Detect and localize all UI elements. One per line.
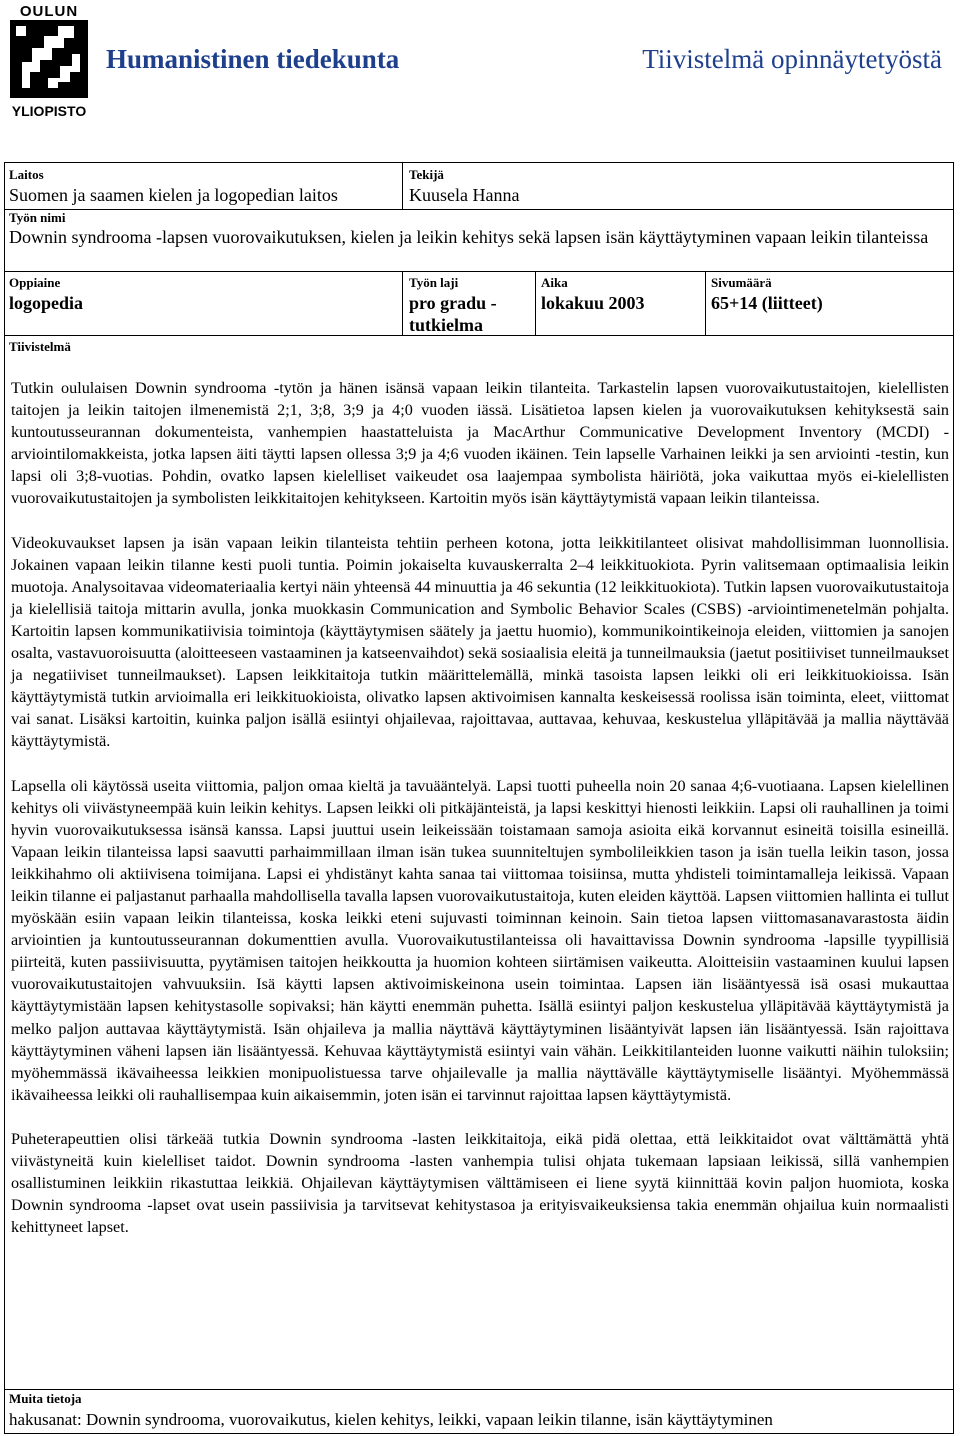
document-header (0, 0, 960, 150)
aika-label: Aika (541, 275, 568, 290)
university-logo-icon (8, 2, 90, 120)
abstract-paragraph: Videokuvaukset lapsen ja isän vapaan leikin tilanteista tehtiin perheen kotona, jotta leikkitilanteet olisivat mahdollisimman luonnollisia. Jokainen vapaan leikin tilanne kesti puoli tuntia. Poimin jokaiselta kuvauskerralta 2–4 leikkituokiota. Pyrin valitsemaan optimaalisia leikin muotoja. Analysoitavaa videomateriaalia kertyi näin yhteensä 44 minuuttia ja 46 sekuntia (12 leikkituokiota). Tutkin lapsen vuorovaikutustaitoja ja kielellisiä taitoja mittarin avulla, jonka muokkasin Communication and Symbolic Behavior Scales (CSBS) -arviointimenetelmän pohjalta. Kartoitin lapsen kommunikatiivisia toimintoja (käyttäytymisen säätely ja jaettu huomio), kommunikointikeinoja eleiden, viittomien ja sanojen osalta, vastavuoroisuutta (aloitteeseen vastaaminen ja katseenvaihdot) sekä sosiaalisia eleitä ja tunneilmauksia (jaetut positiiviset tunneilmaukset ja negatiiviset tunneilmaukset). Lapsen leikkitaitoja tutkin määrittelemällä, minkä tasoista lapsen leikki oli eri leikkituokioissa. Isän käyttäytymistä tutkin arvioimalla eri leikkituokioista, olivatko lapsen aktivoimisen kannalta keskeisessä roolissa isän toiminta, eleet, viittomat vai sanat. Lisäksi kartoitin, kuinka paljon isällä esiintyi ohjailevaa, rajoittavaa, auttavaa, kehuvaa, keskustelua ylläpitävää ja mallia näyttävää käyttäytymistä. (11, 533, 949, 751)
abstract-paragraph: Puheterapeuttien olisi tärkeää tutkia Downin syndrooma -lasten leikkitaitoja, eikä pidä olettaa, että leikkitaidot ovat välttämättä yhtä viivästyneitä kuin kielelliset taidot. Downin syndrooma -lasten vanhempia tulisi ohjata tukemaan lapsiaan leikissä, sillä vanhempien osallistuminen leikkiin rikastuttaa leikkiä. Ohjailevan käyttäytymisen välttämiseen ei liene syytä kiinnittää kovin paljon huomiota, koska Downin syndrooma -lapset ovat usein passiivisia ja tarvitsevat kehitystasoa ja erityisvaikeuksiensa takia enemmän ohjailua kuin normaalisti kehittyneet lapset. (11, 1129, 949, 1237)
abstract-paragraph: Tutkin oululaisen Downin syndrooma -tytön ja hänen isänsä vapaan leikin tilanteita. Tarkastelin lapsen vuorovaikutustaitojen, kielellisten taitojen ja leikin taitojen ilmenemistä 2;1, 3;8, 3;9 ja 4;0 vuoden iässä. Lisätietoa lapsen kielen ja vuorovaikutuksen kehityksestä sain kuntoutusseurannan dokumenteista, vanhempien haastatteluista ja MacArthur Communicative Development Inventory (MCDI) -arviointilomakkeista, jotka lapsen äiti täytti lapsen ollessa 3;9 ja 4;6 vuoden ikäinen. Tein lapselle Varhainen leikki ja sen arviointi -testin, kun lapsi oli 3;8-vuotias. Pohdin, ovatko lapsen kielelliset vaikeudet osa laajempaa symbolista häiriötä, joka vaikuttaa myös ei-kielellisten vuorovaikutustaitojen ja symbolisten leikkitaitojen kehitykseen. Kartoitin myös isän käyttäytymistä vapaan leikin tilanteissa. (11, 379, 949, 508)
document-type-title: Tiivistelmä opinnäytetyöstä (642, 44, 942, 74)
divider (402, 271, 403, 335)
faculty-title: Humanistinen tiedekunta (106, 44, 400, 74)
tekija-label: Tekijä (409, 167, 444, 182)
laitos-value: Suomen ja saamen kielen ja logopedian laitos (9, 185, 338, 205)
divider (5, 1389, 953, 1390)
abstract-body (11, 377, 949, 1238)
divider (402, 163, 403, 209)
tyon-nimi-label: Työn nimi (9, 210, 66, 225)
oppiaine-value: logopedia (9, 293, 84, 313)
tyon-laji-label: Työn laji (409, 275, 459, 290)
university-logo (8, 2, 90, 120)
logo-text-top: OULUN (19, 3, 79, 20)
logo-text-bottom: YLIOPISTO (11, 103, 87, 119)
abstract-paragraph: Lapsella oli käytössä useita viittomia, paljon omaa kieltä ja tavuääntelyä. Lapsi tuotti puheella noin 20 sanaa 4;6-vuotiaana. Lapsen kielellinen kehitys oli viivästyneempää kuin leikin kehitys. Lapsen leikki oli pitkäjänteistä, ja lapsi keskittyi hienosti leikkiin. Lapsi oli rauhallinen ja toimi hyvin vuorovaikutuksessa isänsä kanssa. Lapsi juuttui usein leikeissään toistamaan samoja asioita eikä korvannut esineitä toisilla esineillä. Vapaan leikin tilanteissa lapsi saavutti parhaimmillaan ilman isän tukea suunniteltujen symbolileikkien tason ja isän tuella leikin tason, jossa leikkihahmo oli aktiivisena toimijana. Lapsi ei yhdistänyt kahta sanaa tai viittomaa toisiinsa, mutta yhdisteli toimintamalleja leikissä. Vapaan leikin tilanne ei paljastanut parhaalla mahdollisella tavalla lapsen vuorovaikutustaitoja, kuten eleiden käyttöä. Lapsen viittomien hallinta ei tullut myöskään esiin vapaan leikin tilanteissa, koska leikki eteni sujuvasti toiminnan keinoin. Sain tietoa lapsen viittomasanavarastosta äidin arviointien ja kuntoutusseurannan dokumenttien avulla. Vuorovaikutustilanteissa oli havaittavissa Downin syndrooma -lapsille tyypillisiä piirteitä, kuten passiivisuutta, pyytämisen taitojen heikkoutta ja huomion kohteen siirtämisen vaikeutta. Aloitteisiin vastaaminen kuului lapsen vuorovaikutustaitojen vahvuuksiin. Isä käytti lapsen aktivoimiskeinona usein toimintaa. Lapsen iän lisääntyessä isä osasi mukauttaa käyttäytymistään lapsen kehitystasolle sopivaksi; hän käytti enemmän puhetta. Isällä esiintyi paljon keskustelua ylläpitävää käyttäytymistä ja melko paljon auttavaa käyttäytymistä. Isän ohjaileva ja mallia näyttävä käyttäytyminen lisääntyivät lapsen iän lisääntyessä. Isän rajoittava käyttäytyminen väheni lapsen iän lisääntyessä. Kehuvaa käyttäytymistä esiintyi vain vähän. Leikkitilanteiden luonne vaikutti näihin tuloksiin; myöhemmässä ikävaiheessa leikkien monipuolistuessa tarve ohjailevalle ja mallia näyttävälle käyttäytymiselle lisääntyi. Myöhemmässä ikävaiheessa leikki oli rauhallisempaa kuin aikaisemmin, joten isän ei tarvinnut rajoittaa lapsen käyttäytymistä. (11, 776, 949, 1104)
divider (5, 209, 953, 210)
tekija-value: Kuusela Hanna (409, 185, 520, 205)
tyon-laji-value: pro gradu - tutkielma (409, 293, 497, 335)
divider (5, 271, 953, 272)
muita-tietoja-label: Muita tietoja (9, 1391, 82, 1406)
divider (535, 271, 536, 335)
divider (705, 271, 706, 335)
sivumaara-value: 65+14 (liitteet) (711, 293, 823, 313)
oppiaine-label: Oppiaine (9, 275, 61, 290)
aika-value: lokakuu 2003 (541, 293, 645, 313)
sivumaara-label: Sivumäärä (711, 275, 772, 290)
tiivistelma-label: Tiivistelmä (9, 339, 71, 354)
muita-tietoja-value: hakusanat: Downin syndrooma, vuorovaikutus, kielen kehitys, leikki, vapaan leikin tilanne, isän käyttäytyminen (9, 1410, 773, 1429)
laitos-label: Laitos (9, 167, 44, 182)
abstract-form (4, 162, 954, 1434)
tyon-nimi-value: Downin syndrooma -lapsen vuorovaikutuksen, kielen ja leikin kehitys sekä lapsen isän käyttäytyminen vapaan leikin tilanteissa (9, 227, 929, 247)
